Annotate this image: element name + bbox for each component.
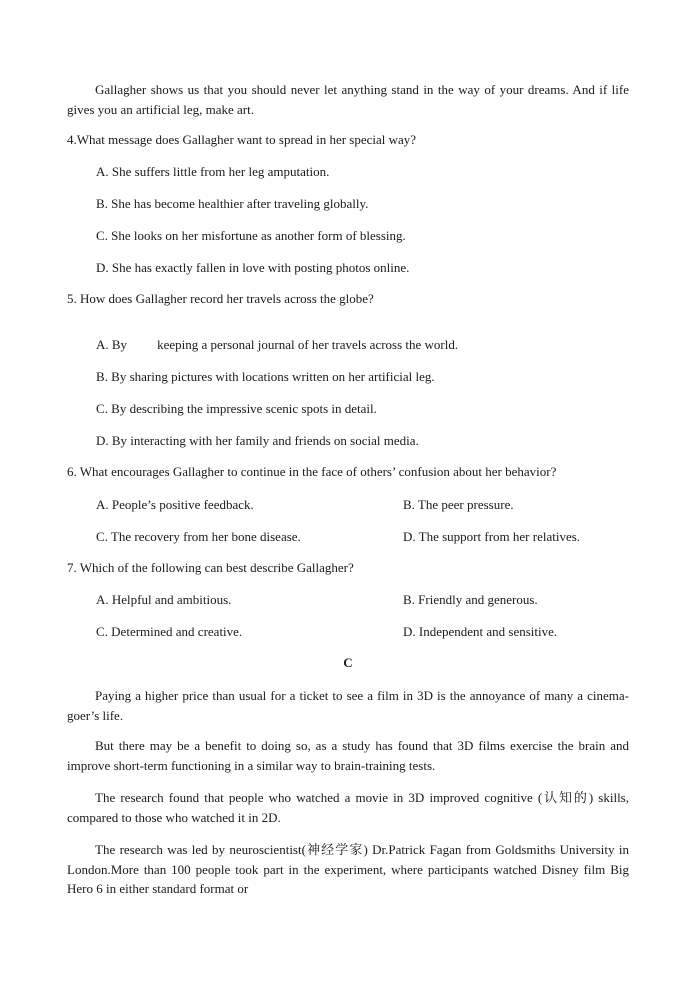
question-7-option-c: C. Determined and creative. — [96, 624, 243, 639]
question-7-option-d: D. Independent and sensitive. — [403, 624, 558, 639]
question-6-option-b: B. The peer pressure. — [403, 497, 514, 512]
question-6-option-c: C. The recovery from her bone disease. — [96, 529, 301, 544]
passage-paragraph-4: The research was led by neuroscientist(神经学家) Dr.Patrick Fagan from Goldsmiths University in London.More than 100 people took part in the experiment, where participants watched Disney film Big Hero 6 in either standard format or — [67, 842, 629, 896]
question-5-option-d: D. By interacting with her family and friends on social media. — [96, 433, 419, 448]
question-6-stem: 6. What encourages Gallagher to continue in the face of others’ confusion about her behavior? — [67, 464, 557, 479]
passage-paragraph-1: Paying a higher price than usual for a ticket to see a film in 3D is the annoyance of many a cinema-goer’s life. — [67, 688, 629, 723]
option-a-prefix: A. By — [96, 337, 128, 352]
passage-paragraph-2: But there may be a benefit to doing so, as a study has found that 3D films exercise the brain and improve short-term functioning in a similar way to brain-training tests. — [67, 738, 629, 773]
question-5-stem: 5. How does Gallagher record her travels across the globe? — [67, 291, 374, 306]
question-5-option-b: B. By sharing pictures with locations written on her artificial leg. — [96, 369, 435, 384]
section-heading: C — [343, 655, 353, 670]
question-5-option-c: C. By describing the impressive scenic spots in detail. — [96, 401, 377, 416]
question-4-option-b: B. She has become healthier after traveling globally. — [96, 196, 369, 211]
question-4-option-c: C. She looks on her misfortune as another form of blessing. — [96, 228, 406, 243]
question-6-option-a: A. People’s positive feedback. — [96, 497, 254, 512]
question-7-option-b: B. Friendly and generous. — [403, 592, 538, 607]
question-5-option-a — [96, 337, 458, 353]
option-a-text: keeping a personal journal of her travels across the world. — [157, 337, 459, 352]
passage-paragraph-3: The research found that people who watched a movie in 3D improved cognitive (认知的) skills, compared to those who watched it in 2D. — [67, 790, 629, 825]
question-7-stem: 7. Which of the following can best describe Gallagher? — [67, 560, 354, 575]
question-4-option-d: D. She has exactly fallen in love with posting photos online. — [96, 260, 410, 275]
question-7-option-a: A. Helpful and ambitious. — [96, 592, 232, 607]
question-6-option-d: D. The support from her relatives. — [403, 529, 581, 544]
intro-paragraph: Gallagher shows us that you should never let anything stand in the way of your dreams. And if life gives you an artificial leg, make art. — [67, 82, 629, 117]
question-4-stem: 4.What message does Gallagher want to spread in her special way? — [67, 132, 417, 147]
question-4-option-a: A. She suffers little from her leg amputation. — [96, 164, 330, 179]
